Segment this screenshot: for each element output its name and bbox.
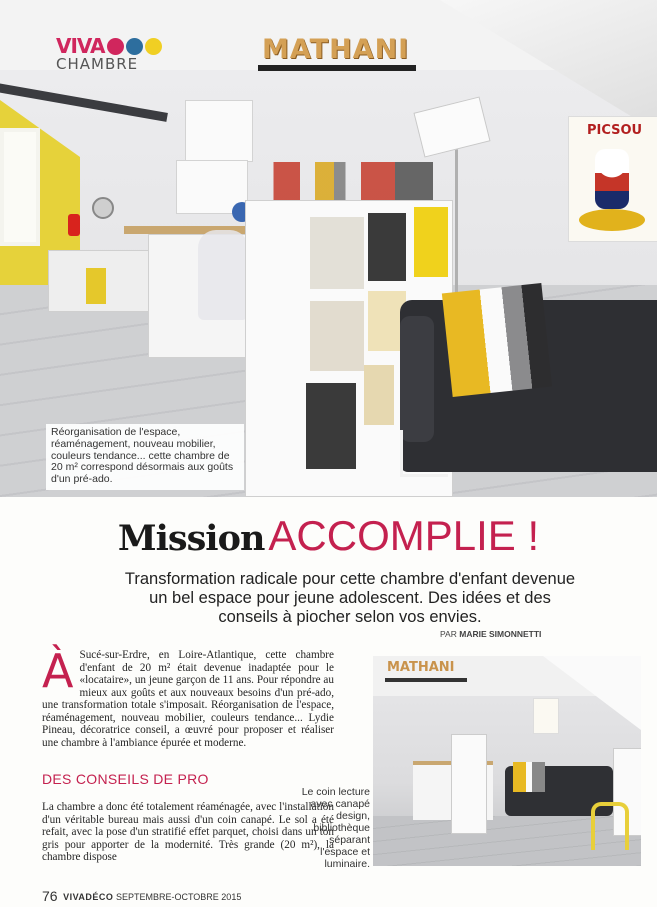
- sofa-arm: [400, 316, 434, 442]
- bookcase-books: [364, 365, 394, 425]
- floor-lamp-shade: [413, 96, 490, 157]
- bookcase-books: [310, 217, 364, 289]
- section-category: CHAMBRE: [56, 55, 139, 73]
- reading-corner-photo: [373, 656, 641, 866]
- magazine-name: VIVADÉCO: [63, 892, 114, 902]
- poster: [533, 698, 559, 734]
- page-number: 76: [42, 888, 58, 904]
- name-sign: MATHANI: [387, 660, 455, 675]
- toy-robot: [68, 214, 80, 236]
- desk-chair: [198, 230, 248, 320]
- bookcase-dark-bin: [368, 213, 406, 281]
- poster-title: PICSOU: [587, 123, 643, 138]
- photo2-caption: Le coin lecture avec canapé design, bibliothèque séparant l'espace et luminaire.: [301, 786, 370, 870]
- title-part1: Mission: [117, 518, 265, 559]
- dropcap: À: [42, 644, 74, 698]
- byline-prefix: PAR: [440, 629, 457, 639]
- article-title: [0, 512, 657, 560]
- title-part2: ACCOMPLIE !: [268, 512, 540, 559]
- bookcase-yellow-bin: [414, 207, 448, 277]
- byline-author: MARIE SIMONNETTI: [459, 629, 542, 639]
- wall-clock-icon: [92, 197, 114, 219]
- section-viva: VIVA: [56, 34, 105, 58]
- bookcase-books: [310, 301, 364, 371]
- hero-caption: Réorganisation de l'espace, réaménagement, nouveau mobilier, couleurs tendance... cette chambre de 20 m² correspond désormais aux goûts d'un pré-ado.: [46, 424, 244, 490]
- gold-coins-icon: [579, 209, 645, 231]
- window: [0, 128, 40, 246]
- page-footer: [42, 888, 241, 904]
- section-heading: DES CONSEILS DE PRO: [42, 771, 209, 787]
- picsou-poster: [568, 116, 657, 242]
- yellow-dot-icon: [145, 38, 162, 55]
- name-sign: MATHANI: [262, 34, 410, 65]
- bookcase-dark-bin: [306, 383, 356, 469]
- toy-trucks: [262, 162, 452, 200]
- article-deck: Transformation radicale pour cette chambre d'enfant devenue un bel espace pour jeune adolescent. Des idées et des conseils à piocher selon vos envies.: [124, 570, 576, 626]
- section-logo: [56, 34, 162, 73]
- name-shelf: [385, 678, 467, 682]
- issue-date: SEPTEMBRE-OCTOBRE 2015: [115, 892, 242, 902]
- scrooge-duck-icon: [595, 149, 629, 209]
- striped-pillow: [513, 762, 545, 792]
- roof-beam: [0, 80, 168, 122]
- paragraph-2: La chambre a donc été totalement réaménagée, avec l'installation d'un véritable bureau mais aussi d'un coin canapé. Le sol a été refait, avec la pose d'un stratifié effet parquet, choisi dans un ton gris pour apporter de la modernité. Très grande (20 m²), la chambre dispose: [42, 801, 334, 863]
- sofa-leg: [400, 430, 448, 477]
- bookcase: [451, 734, 487, 834]
- paragraph-1-text: Sucé-sur-Erdre, en Loire-Atlantique, cette chambre d'enfant de 20 m² était devenue inadaptée pour le «locataire», un jeune garçon de 11 ans. Pour répondre au mieux aux goûts et aux nouveaux besoins d'un pré-ado, une transformation totale s'imposait. Réorganisation de l'espace, réaménagement, nouveau mobilier, couleurs tendance... Lydie Pineau, décoratrice conseil, a œuvré pour proposer et réaliser une chambre à l'ambiance épurée et moderne.: [42, 649, 334, 749]
- pink-dot-icon: [107, 38, 124, 55]
- yellow-stool: [591, 802, 629, 850]
- wall-cube: [185, 100, 253, 162]
- blue-dot-icon: [126, 38, 143, 55]
- yellow-storage-box: [86, 268, 106, 304]
- name-shelf: [258, 65, 416, 71]
- striped-pillow: [442, 283, 552, 397]
- paragraph-1: [42, 644, 334, 749]
- byline: [440, 629, 541, 639]
